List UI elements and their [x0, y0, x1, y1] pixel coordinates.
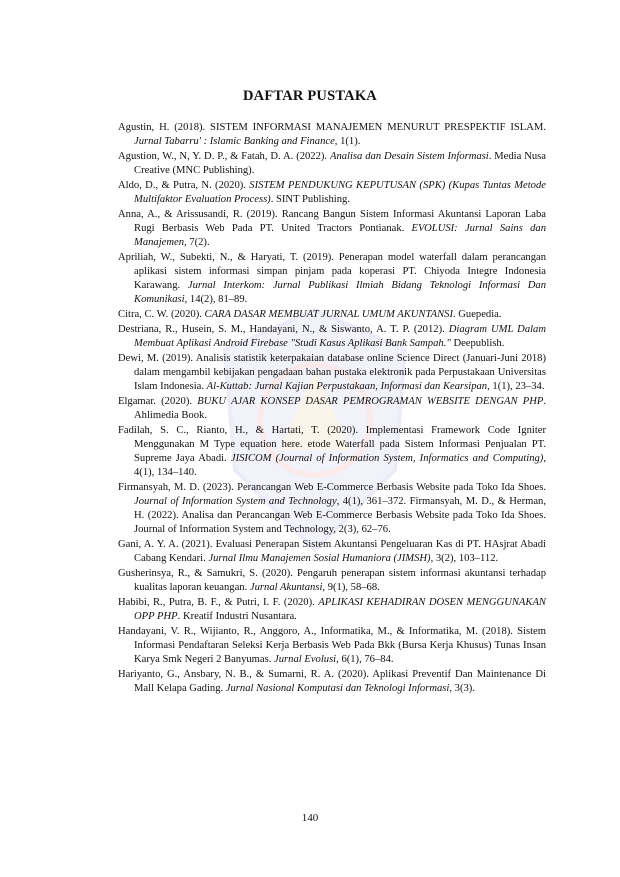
reference-entry: Apriliah, W., Subekti, N., & Haryati, T. (2019). Penerapan model waterfall dalam perancangan aplikasi sistem informasi simpan pinjam pada koperasi PT. Chiyoda Integre Indonesia Karawang. Jurnal Interkom: Jurnal Publikasi Ilmiah Bidang Teknologi Informasi Dan Komunikasi, 14(2), 81–89. [118, 252, 546, 305]
reference-entry: Citra, C. W. (2020). CARA DASAR MEMBUAT JURNAL UMUM AKUNTANSI. Guepedia. [118, 309, 502, 320]
reference-entry: Hariyanto, G., Ansbary, N. B., & Sumarni, R. A. (2020). Aplikasi Preventif Dan Maintenance Di Mall Kelapa Gading. Jurnal Nasional Komputasi dan Teknologi Informasi, 3(3). [118, 669, 546, 694]
reference-entry: Gusherinsya, R., & Samukri, S. (2020). Pengaruh penerapan sistem informasi akuntansi terhadap kualitas laporan keuangan. Jurnal Akuntansi, 9(1), 58–68. [118, 568, 546, 593]
page-number: 140 [301, 812, 319, 824]
reference-entry: Destriana, R., Husein, S. M., Handayani, N., & Siswanto, A. T. P. (2012). Diagram UML Dalam Membuat Aplikasi Android Firebase "Studi Kasus Aplikasi Bank Sampah." Deepublish. [118, 324, 547, 349]
reference-entry: Fadilah, S. C., Rianto, H., & Hartati, T. (2020). Implementasi Framework Code Igniter Menggunakan M Type equation here. etode Waterfall pada Sistem Informasi Penjualan PT. Supreme Jaya Abadi. JISICOM (Journal of Information System, Informatics and Computing), 4(1), 134–140. [118, 425, 546, 478]
reference-list [118, 121, 546, 697]
reference-entry: Handayani, V. R., Wijianto, R., Anggoro, A., Informatika, M., & Informatika, M. (2018). Sistem Informasi Pendaftaran Seleksi Kerja Berbasis Web Pada Bkk (Bursa Kerja Khusus) Tunas Insan Karya Smk Negeri 2 Banyumas. Jurnal Evolusi, 6(1), 76–84. [118, 626, 546, 665]
page-title: DAFTAR PUSTAKA [243, 88, 377, 104]
reference-entry: Gani, A. Y. A. (2021). Evaluasi Penerapan Sistem Akuntansi Pengeluaran Kas di PT. HAsjrat Abadi Cabang Kendari. Jurnal Ilmu Manajemen Sosial Humaniora (JIMSH), 3(2), 103–112. [118, 539, 546, 564]
reference-entry: Anna, A., & Arissusandi, R. (2019). Rancang Bangun Sistem Informasi Akuntansi Laporan Laba Rugi Berbasis Web Pada PT. United Tractors Pontianak. EVOLUSI: Jurnal Sains dan Manajemen, 7(2). [118, 209, 546, 248]
reference-entry: Firmansyah, M. D. (2023). Perancangan Web E-Commerce Berbasis Website pada Toko Ida Shoes. Journal of Information System and Technology, 4(1), 361–372. Firmansyah, M. D., & Herman, H. (2022). Analisa dan Perancangan Web E-Commerce Berbasis Website pada Toko Ida Shoes. Journal of Information System and Technology, 2(3), 62–76. [118, 482, 546, 535]
reference-entry: Habibi, R., Putra, B. F., & Putri, I. F. (2020). APLIKASI KEHADIRAN DOSEN MENGGUNAKAN OPP PHP. Kreatif Industri Nusantara. [118, 597, 546, 622]
reference-entry: Agustion, W., N, Y. D. P., & Fatah, D. A. (2022). Analisa dan Desain Sistem Informasi. Media Nusa Creative (MNC Publishing). [118, 151, 546, 176]
reference-entry: Elgamar. (2020). BUKU AJAR KONSEP DASAR PEMROGRAMAN WEBSITE DENGAN PHP. Ahlimedia Book. [118, 396, 546, 421]
reference-entry: Agustin, H. (2018). SISTEM INFORMASI MANAJEMEN MENURUT PRESPEKTIF ISLAM. Jurnal Tabarru' : Islamic Banking and Finance, 1(1). [118, 122, 546, 147]
reference-entry: Aldo, D., & Putra, N. (2020). SISTEM PENDUKUNG KEPUTUSAN (SPK) (Kupas Tuntas Metode Multifaktor Evaluation Process). SINT Publishing. [118, 180, 546, 205]
reference-entry: Dewi, M. (2019). Analisis statistik keterpakaian database online Science Direct (Januari-Juni 2018) dalam mengambil kebijakan pengadaan bahan pustaka elektronik pada Perpustakaan Universitas Islam Indonesia. Al-Kuttab: Jurnal Kajian Perpustakaan, Informasi dan Kearsipan, 1(1), 23–34. [118, 353, 546, 392]
